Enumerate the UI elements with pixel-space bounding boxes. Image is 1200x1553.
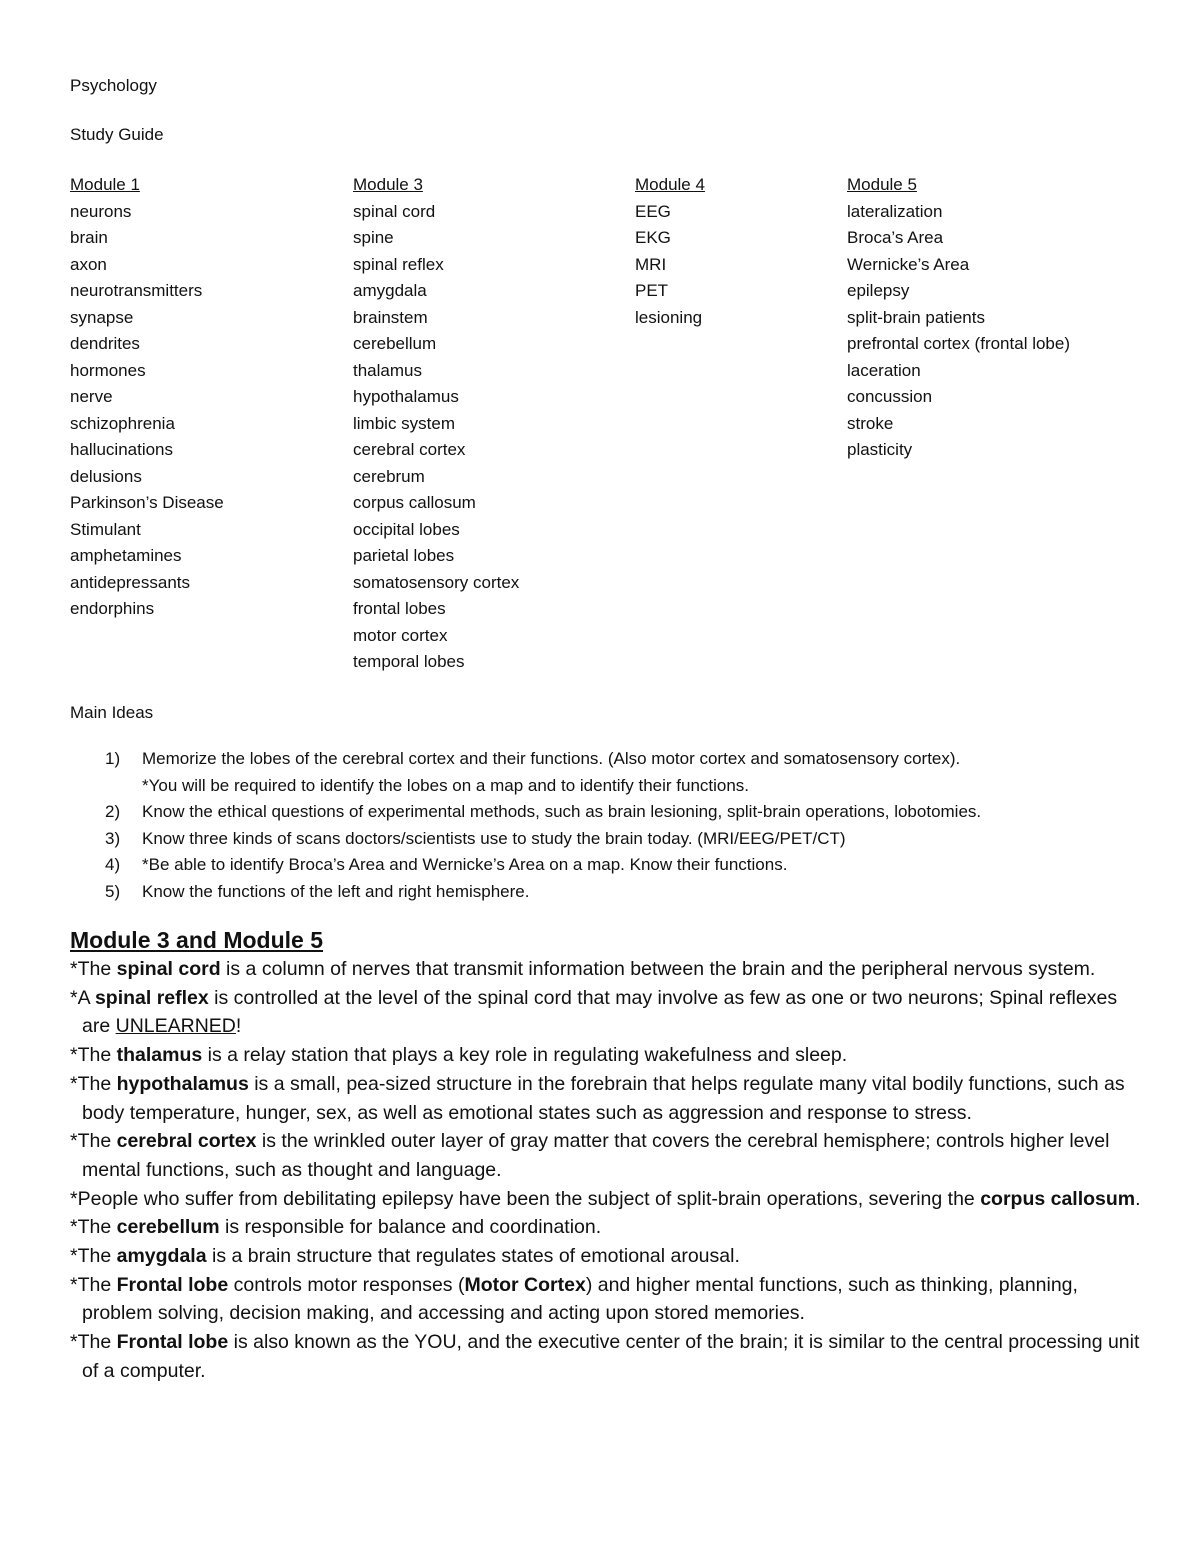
fact-text: *The [70, 958, 117, 980]
module-term: dendrites [70, 334, 140, 353]
fact-term: corpus callosum [980, 1187, 1136, 1210]
fact-text: *The [70, 1130, 117, 1153]
module-term: corpus callosum [353, 493, 476, 512]
fact-paragraph [70, 1242, 1150, 1271]
fact-text: *The [70, 1273, 117, 1296]
subject-title: Psychology [70, 76, 157, 95]
module-3-column [353, 172, 519, 676]
fact-paragraph [70, 1070, 1150, 1127]
fact-emphasis: UNLEARNED [115, 1015, 236, 1038]
module-term: brainstem [353, 307, 428, 327]
fact-term: amygdala [116, 1245, 207, 1268]
fact-text: ! [235, 1015, 242, 1038]
fact-text: controls motor responses ( [228, 1273, 465, 1296]
fact-paragraph [70, 1127, 1150, 1184]
module-1-column [70, 172, 224, 623]
main-idea-text: *Be able to identify Broca’s Area and Wernicke’s Area on a map. Know their functions. [142, 855, 788, 874]
fact-text: *People who suffer from debilitating epilepsy have been the subject of split-brain operations, severing the [70, 1187, 981, 1210]
fact-text: *The [70, 1044, 117, 1067]
fact-text: ) and higher mental functions, such as thinking, planning, problem solving, decision making, and accessing and acting upon stored memories. [82, 1273, 1078, 1325]
main-ideas-heading: Main Ideas [70, 703, 154, 722]
fact-paragraph [70, 1185, 1150, 1214]
module-term: prefrontal cortex (frontal lobe) [847, 334, 1070, 353]
module-term: parietal lobes [353, 546, 455, 565]
module-term: neurotransmitters [70, 281, 203, 300]
fact-term: Motor Cortex [464, 1273, 586, 1296]
fact-paragraph [70, 1271, 1150, 1328]
module-term: concussion [847, 387, 933, 406]
main-idea-number: 2) [105, 802, 121, 821]
main-idea-item [70, 799, 1170, 826]
fact-paragraph [70, 984, 1150, 1041]
main-idea-text: Know the ethical questions of experimental methods, such as brain lesioning, split-brain operations, lobotomies. [142, 802, 982, 821]
module-term: antidepressants [70, 572, 191, 592]
fact-text: is a relay station that plays a key role in regulating wakefulness and sleep. [202, 1044, 848, 1067]
fact-paragraph [70, 1328, 1150, 1385]
fact-term: Frontal lobe [116, 1273, 229, 1296]
module-term: nerve [70, 387, 113, 406]
module-term: laceration [847, 360, 921, 380]
module-term: spine [353, 228, 394, 247]
fact-paragraph [70, 1041, 1150, 1070]
main-idea-number: 5) [105, 881, 121, 901]
main-idea-text: Know the functions of the left and right hemisphere. [142, 881, 530, 901]
fact-term: cerebral cortex [116, 1130, 257, 1153]
fact-text: is also known as the YOU, and the executive center of the brain; it is similar to the central processing unit of a computer. [82, 1331, 1140, 1382]
fact-text: *The [70, 1331, 117, 1354]
fact-text: is a small, pea-sized structure in the forebrain that helps regulate many vital bodily functions, such as body temperature, hunger, sex, as well as emotional states such as aggression and response to stress. [82, 1072, 1125, 1124]
fact-text: is the wrinkled outer layer of gray matter that covers the cerebral hemisphere; controls higher level mental functions, such as thought and language. [82, 1130, 1110, 1181]
main-idea-text: Know three kinds of scans doctors/scientists use to study the brain today. (MRI/EEG/PET/CT) [142, 828, 846, 848]
main-idea-number: 3) [105, 828, 121, 848]
fact-term: thalamus [116, 1044, 203, 1067]
module-term: cerebrum [353, 466, 425, 486]
facts-list [70, 955, 1150, 1386]
fact-text: is a brain structure that regulates states of emotional arousal. [206, 1245, 740, 1268]
module-5-heading: Module 5 [847, 175, 917, 194]
main-idea-text: *You will be required to identify the lobes on a map and to identify their functions. [142, 775, 750, 795]
module-term: somatosensory cortex [353, 572, 520, 592]
module-term: EEG [635, 201, 671, 221]
module-term: amygdala [353, 281, 427, 300]
module-term: cerebellum [353, 334, 437, 353]
module-term: motor cortex [353, 625, 448, 645]
fact-text: is responsible for balance and coordination. [219, 1216, 602, 1239]
fact-term: spinal cord [116, 958, 221, 980]
main-idea-item [70, 746, 1170, 799]
section-title: Module 3 and Module 5 [70, 927, 324, 953]
module-term: lateralization [847, 201, 943, 221]
module-term: split-brain patients [847, 307, 985, 327]
module-4-column [635, 172, 705, 331]
fact-text: is a column of nerves that transmit information between the brain and the peripheral nervous system. [220, 958, 1096, 980]
fact-paragraph [70, 1213, 1150, 1242]
module-term: lesioning [635, 307, 703, 327]
fact-text: *A [70, 986, 95, 1009]
module-term: temporal lobes [353, 652, 465, 671]
fact-term: cerebellum [116, 1216, 220, 1239]
module-term: MRI [635, 254, 667, 274]
module-term: cerebral cortex [353, 440, 466, 459]
fact-text: *The [70, 1245, 117, 1268]
module-term: plasticity [847, 440, 913, 459]
module-term: stroke [847, 413, 894, 433]
doc-type-title: Study Guide [70, 125, 164, 144]
module-5-column [847, 172, 1070, 464]
module-term: Wernicke’s Area [847, 254, 970, 274]
module-term: axon [70, 254, 107, 274]
module-term: neurons [70, 201, 132, 221]
main-idea-text: Memorize the lobes of the cerebral cortex and their functions. (Also motor cortex and somatosensory cortex). [142, 749, 961, 768]
module-term: frontal lobes [353, 599, 446, 618]
fact-text: *The [70, 1216, 117, 1239]
module-term: Parkinson’s Disease [70, 493, 224, 512]
fact-text: *The [70, 1072, 117, 1095]
module-term: EKG [635, 228, 671, 247]
module-3-heading: Module 3 [353, 175, 423, 194]
module-term: PET [635, 281, 669, 300]
main-idea-number: 4) [105, 855, 121, 874]
module-term: spinal reflex [353, 254, 444, 274]
fact-paragraph [70, 955, 1150, 984]
module-term: schizophrenia [70, 413, 175, 433]
module-term: spinal cord [353, 201, 436, 221]
module-term: hallucinations [70, 440, 174, 459]
module-term: hormones [70, 360, 146, 380]
module-term: amphetamines [70, 546, 182, 565]
main-idea-number: 1) [105, 749, 121, 768]
module-term: synapse [70, 307, 134, 327]
module-term: brain [70, 228, 108, 247]
module-1-heading: Module 1 [70, 175, 140, 194]
main-idea-item [70, 826, 1170, 853]
module-term: delusions [70, 466, 142, 486]
fact-term: Frontal lobe [116, 1331, 229, 1354]
fact-term: spinal reflex [94, 986, 209, 1009]
fact-text: . [1135, 1187, 1141, 1210]
module-term: hypothalamus [353, 387, 459, 406]
module-term: Stimulant [70, 519, 141, 539]
module-4-heading: Module 4 [635, 175, 705, 194]
module-term: thalamus [353, 360, 422, 380]
module-term: limbic system [353, 413, 456, 433]
module-term: endorphins [70, 599, 155, 618]
module-term: Broca’s Area [847, 228, 944, 247]
module-term: occipital lobes [353, 519, 460, 539]
fact-text: is controlled at the level of the spinal cord that may involve as few as one or two neurons; Spinal reflexes are [82, 986, 1118, 1038]
fact-term: hypothalamus [116, 1072, 249, 1095]
main-idea-item [70, 879, 1170, 906]
main-idea-item [70, 852, 1170, 879]
module-term: epilepsy [847, 281, 910, 300]
main-ideas-list [70, 746, 1170, 905]
